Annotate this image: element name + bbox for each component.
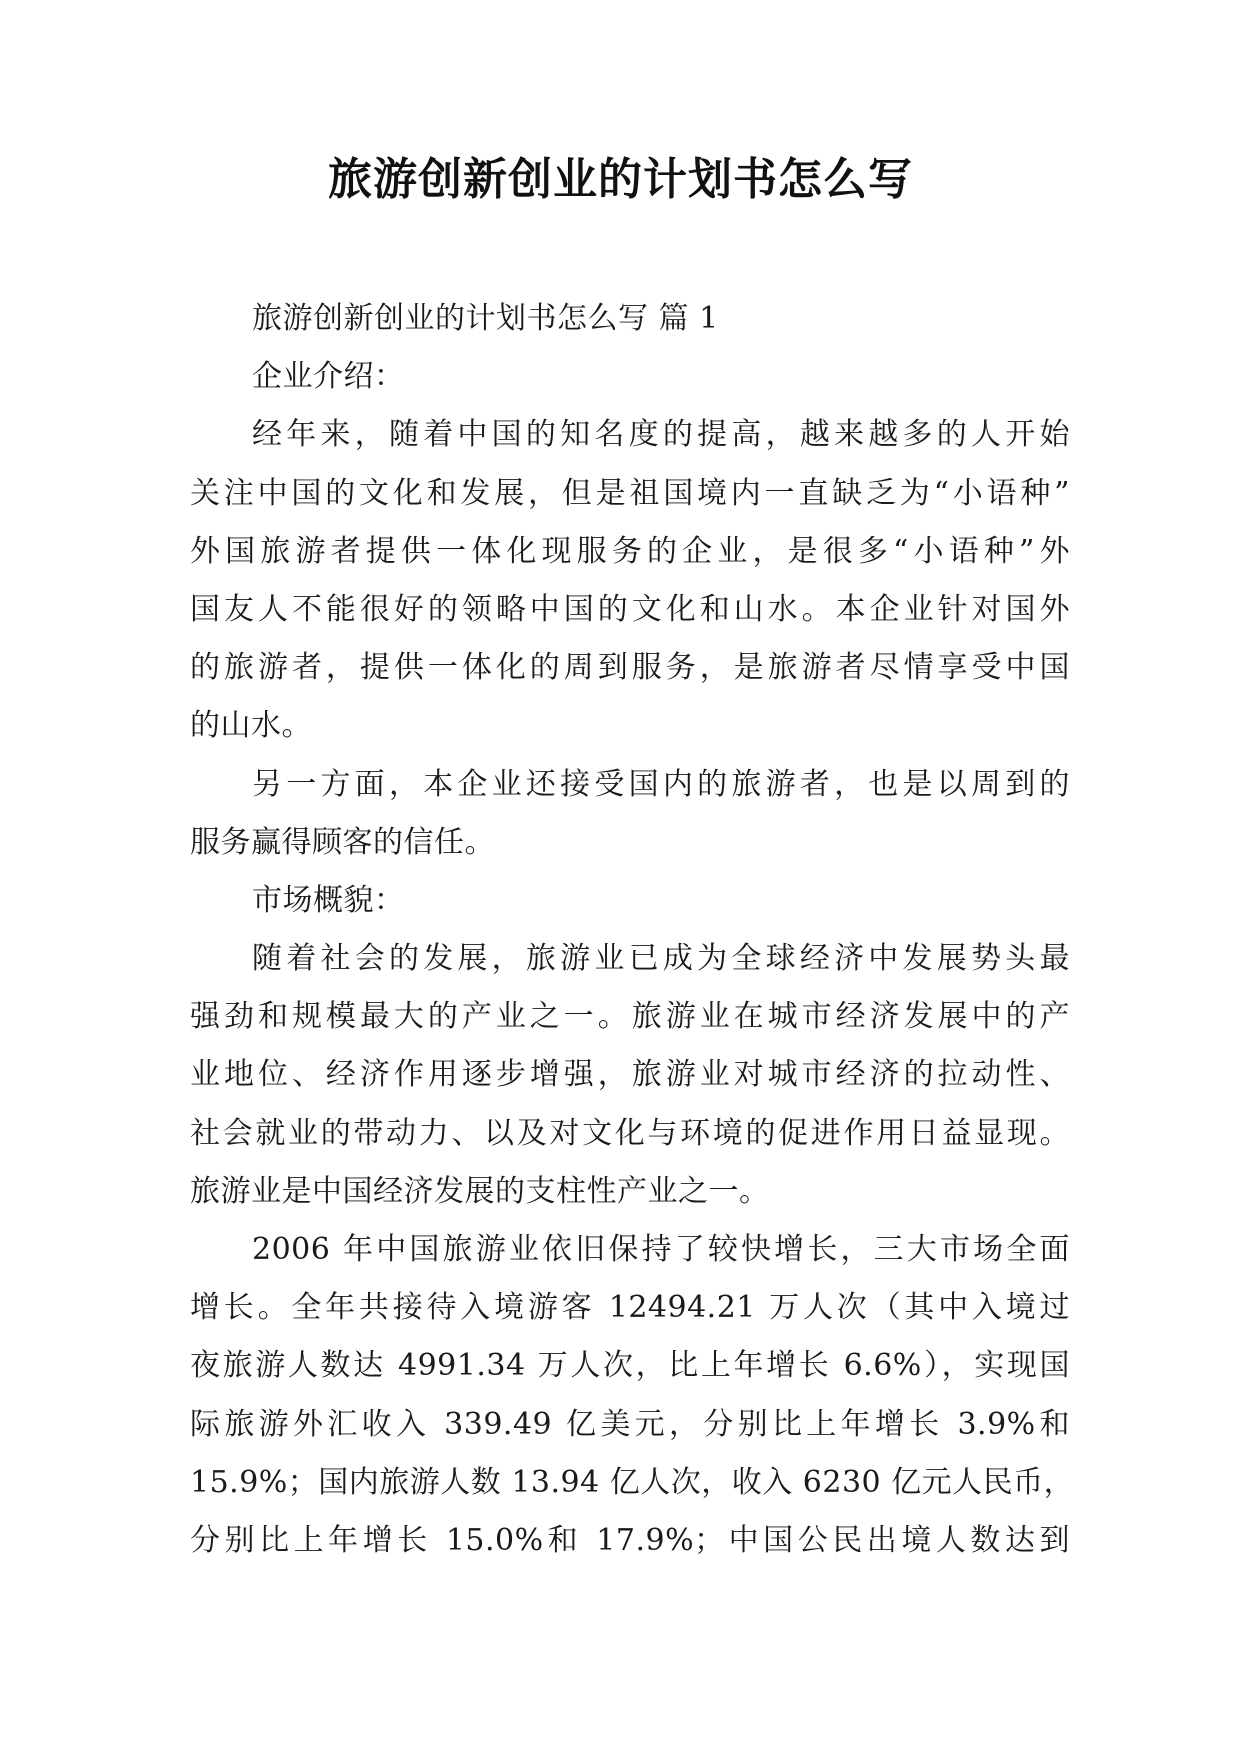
paragraph-line: 服务赢得顾客的信任。: [190, 824, 495, 860]
paragraph-line: 的山水。: [190, 708, 312, 744]
paragraph-line: 际旅游外汇收入 339.49 亿美元，分别比上年增长 3.9%和: [190, 1406, 1070, 1442]
paragraph-line: 关注中国的文化和发展，但是祖国境内一直缺乏为“小语种”: [190, 475, 1070, 511]
paragraph-line: 另一方面，本企业还接受国内的旅游者，也是以周到的: [252, 766, 1070, 802]
paragraph-line: 的旅游者，提供一体化的周到服务，是旅游者尽情享受中国: [190, 650, 1070, 686]
paragraph-line: 分别比上年增长 15.0%和 17.9%；中国公民出境人数达到: [190, 1522, 1070, 1558]
paragraph-line: 外国旅游者提供一体化现服务的企业，是很多“小语种”外: [190, 533, 1070, 569]
paragraph-line: 随着社会的发展，旅游业已成为全球经济中发展势头最: [252, 941, 1070, 977]
subsection-label: 市场概貌：: [252, 882, 405, 918]
paragraph-line: 旅游业是中国经济发展的支柱性产业之一。: [190, 1173, 770, 1209]
paragraph-line: 2006 年中国旅游业依旧保持了较快增长，三大市场全面: [252, 1232, 1070, 1267]
subsection-label: 企业介绍：: [252, 359, 405, 395]
paragraph-line: 强劲和规模最大的产业之一。旅游业在城市经济发展中的产: [190, 999, 1070, 1035]
paragraph-line: 15.9%；国内旅游人数 13.94 亿人次，收入 6230 亿元人民币，: [190, 1464, 1075, 1500]
paragraph-line: 社会就业的带动力、以及对文化与环境的促进作用日益显现。: [190, 1115, 1070, 1151]
document-title: 旅游创新创业的计划书怎么写: [328, 154, 913, 205]
paragraph-line: 国友人不能很好的领略中国的文化和山水。本企业针对国外: [190, 591, 1070, 627]
paragraph-line: 业地位、经济作用逐步增强，旅游业对城市经济的拉动性、: [190, 1057, 1070, 1093]
paragraph-line: 夜旅游人数达 4991.34 万人次，比上年增长 6.6%），实现国: [190, 1348, 1070, 1384]
paragraph-line: 经年来，随着中国的知名度的提高，越来越多的人开始: [252, 417, 1070, 453]
document-body: [190, 290, 1075, 1570]
section-heading: 旅游创新创业的计划书怎么写 篇 1: [252, 301, 719, 336]
paragraph-line: 增长。全年共接待入境游客 12494.21 万人次（其中入境过: [190, 1290, 1070, 1326]
